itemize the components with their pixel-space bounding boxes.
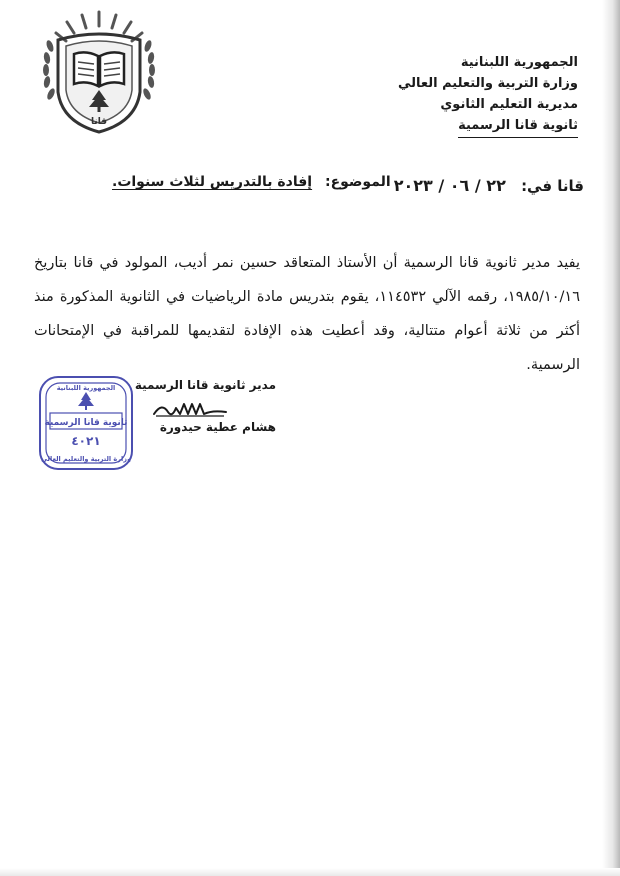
signature-block: [134, 378, 276, 434]
letterhead-directorate: مديرية التعليم الثانوي: [440, 97, 578, 112]
official-stamp: [34, 370, 138, 476]
letterhead-school: ثانوية قانا الرسمية: [458, 115, 578, 138]
stamp-cedar-icon: [78, 392, 94, 410]
letterhead-ministry: وزارة التربية والتعليم العالي: [397, 76, 578, 91]
stamp-top-text: الجمهورية اللبنانية: [56, 384, 116, 392]
date-line: [394, 176, 584, 195]
body-paragraph: يفيد مدير ثانوية قانا الرسمية أن الأستاذ المتعاقد حسين نمر أديب، المولود في قانا بتاريخ ١٩٨٥/١٠/١٦، رقمه الآلي ١١٤٥٣٢، يقوم بتدريس مادة الرياضيات في الثانوية المذكورة منذ أكثر من ثلاثة أعوام متتالية، وقد أعطيت هذه الإفادة لتقديمها للمراقبة في الإمتحانات الرسمية.: [34, 255, 580, 373]
date-label: قانا في:: [521, 177, 584, 195]
page-edge-shadow: [602, 0, 620, 876]
stamp-bottom-text: وزارة التربية والتعليم العالي: [40, 455, 132, 463]
signature-title: مدير ثانوية قانا الرسمية: [134, 378, 276, 392]
date-value: ٢٢ / ٠٦ / ٢٠٢٣: [393, 176, 506, 195]
subject-label: الموضوع:: [324, 174, 391, 190]
subject-text: إفادة بالتدريس لثلاث سنوات.: [112, 174, 313, 190]
letterhead-republic: الجمهورية اللبنانية: [460, 55, 578, 70]
page-bottom-shadow: [0, 868, 620, 876]
handwritten-signature: [150, 398, 230, 420]
subject-line: [112, 174, 391, 190]
logo-book-icon: [74, 52, 124, 87]
stamp-number: ٤٠٢١: [71, 434, 101, 448]
letterhead: [358, 52, 578, 138]
logo-ring-text: قانا: [90, 117, 108, 127]
stamp-center-text: ثانوية قانا الرسمية: [44, 418, 128, 428]
signature-name: هشام عطية حيدورة: [159, 420, 276, 434]
school-logo: [36, 6, 162, 138]
